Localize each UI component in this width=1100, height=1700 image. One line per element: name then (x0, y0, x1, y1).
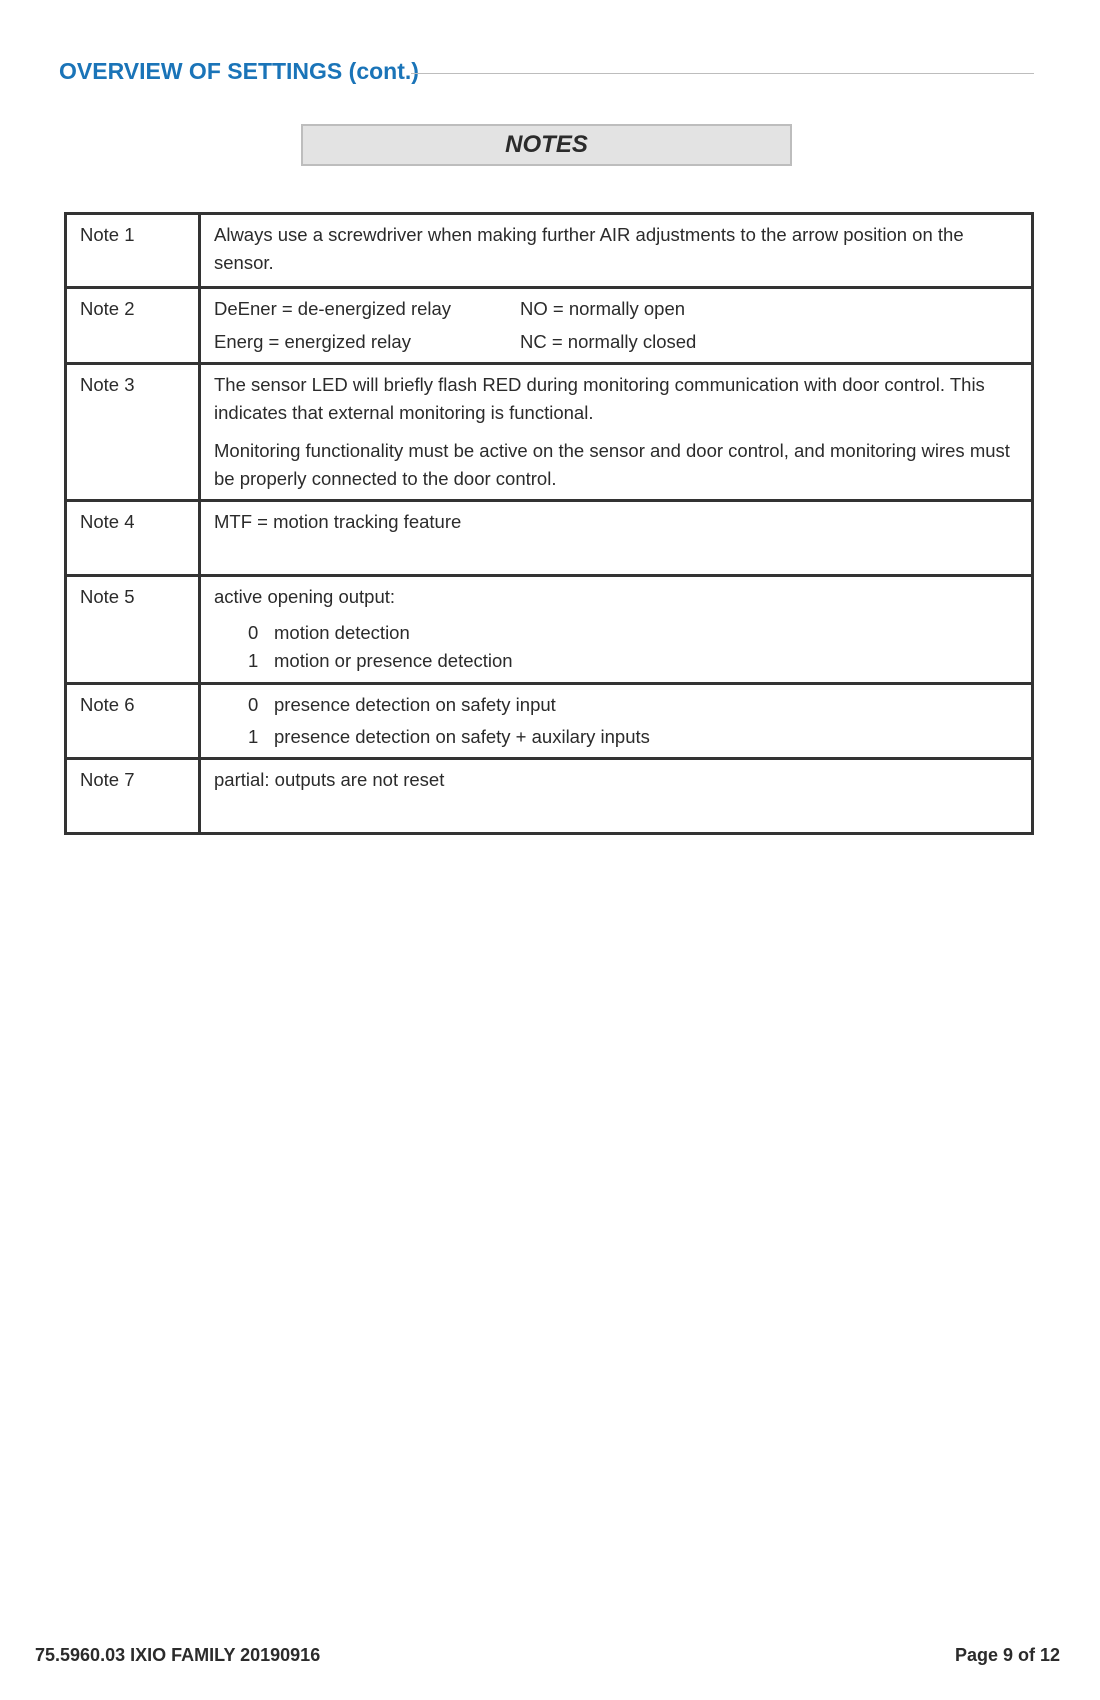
option-text: motion or presence detection (274, 650, 513, 671)
option-number: 0 (248, 622, 259, 643)
note-text: active opening output: (214, 586, 396, 607)
note-row (66, 214, 1033, 288)
note-content (200, 214, 1033, 288)
note-content (200, 684, 1033, 759)
note-label: Note 2 (66, 288, 200, 364)
option-number: 0 (248, 694, 259, 715)
footer-document-id: 75.5960.03 IXIO FAMILY 20190916 (35, 1645, 321, 1665)
section-title: OVERVIEW OF SETTINGS (cont.) (59, 58, 419, 84)
note-text: Always use a screwdriver when making further AIR adjustments to the arrow position on the sensor. (214, 224, 964, 273)
note-row (66, 684, 1033, 759)
note-content (200, 501, 1033, 576)
abbreviation-text: Energ = energized relay (214, 331, 411, 352)
note-row (66, 759, 1033, 834)
notes-table (64, 212, 1034, 835)
notes-heading: NOTES (505, 131, 588, 158)
note-label: Note 7 (66, 759, 200, 834)
note-label: Note 1 (66, 214, 200, 288)
option-item (214, 619, 1019, 647)
note-text: Monitoring functionality must be active on the sensor and door control, and monitoring wires must be properly connected to the door control. (214, 440, 1010, 489)
option-item (214, 723, 1019, 751)
note-label: Note 3 (66, 364, 200, 501)
option-number: 1 (248, 726, 259, 747)
option-text: presence detection on safety input (274, 694, 556, 715)
option-text: presence detection on safety + auxilary inputs (274, 726, 650, 747)
note-row (66, 576, 1033, 684)
option-item (214, 647, 1019, 675)
option-text: motion detection (274, 622, 410, 643)
section-header (59, 58, 1034, 90)
abbreviation-text: NO = normally open (520, 298, 686, 319)
note-row (66, 288, 1033, 364)
note-text: The sensor LED will briefly flash RED during monitoring communication with door control. This indicates that external monitoring is functional. (214, 374, 985, 423)
note-content (200, 759, 1033, 834)
note-row (66, 501, 1033, 576)
note-label: Note 5 (66, 576, 200, 684)
note-content (200, 364, 1033, 501)
option-number: 1 (248, 650, 259, 671)
note-label: Note 6 (66, 684, 200, 759)
note-text: MTF = motion tracking feature (214, 511, 462, 532)
notes-heading-box (301, 124, 792, 166)
note-label: Note 4 (66, 501, 200, 576)
header-divider (411, 73, 1034, 74)
abbreviation-text: NC = normally closed (520, 331, 697, 352)
note-content (200, 288, 1033, 364)
option-item (214, 691, 1019, 719)
footer-page-number: Page 9 of 12 (954, 1645, 1060, 1665)
abbreviation-text: DeEner = de-energized relay (214, 298, 452, 319)
note-row (66, 364, 1033, 501)
note-text: partial: outputs are not reset (214, 769, 445, 790)
note-content (200, 576, 1033, 684)
